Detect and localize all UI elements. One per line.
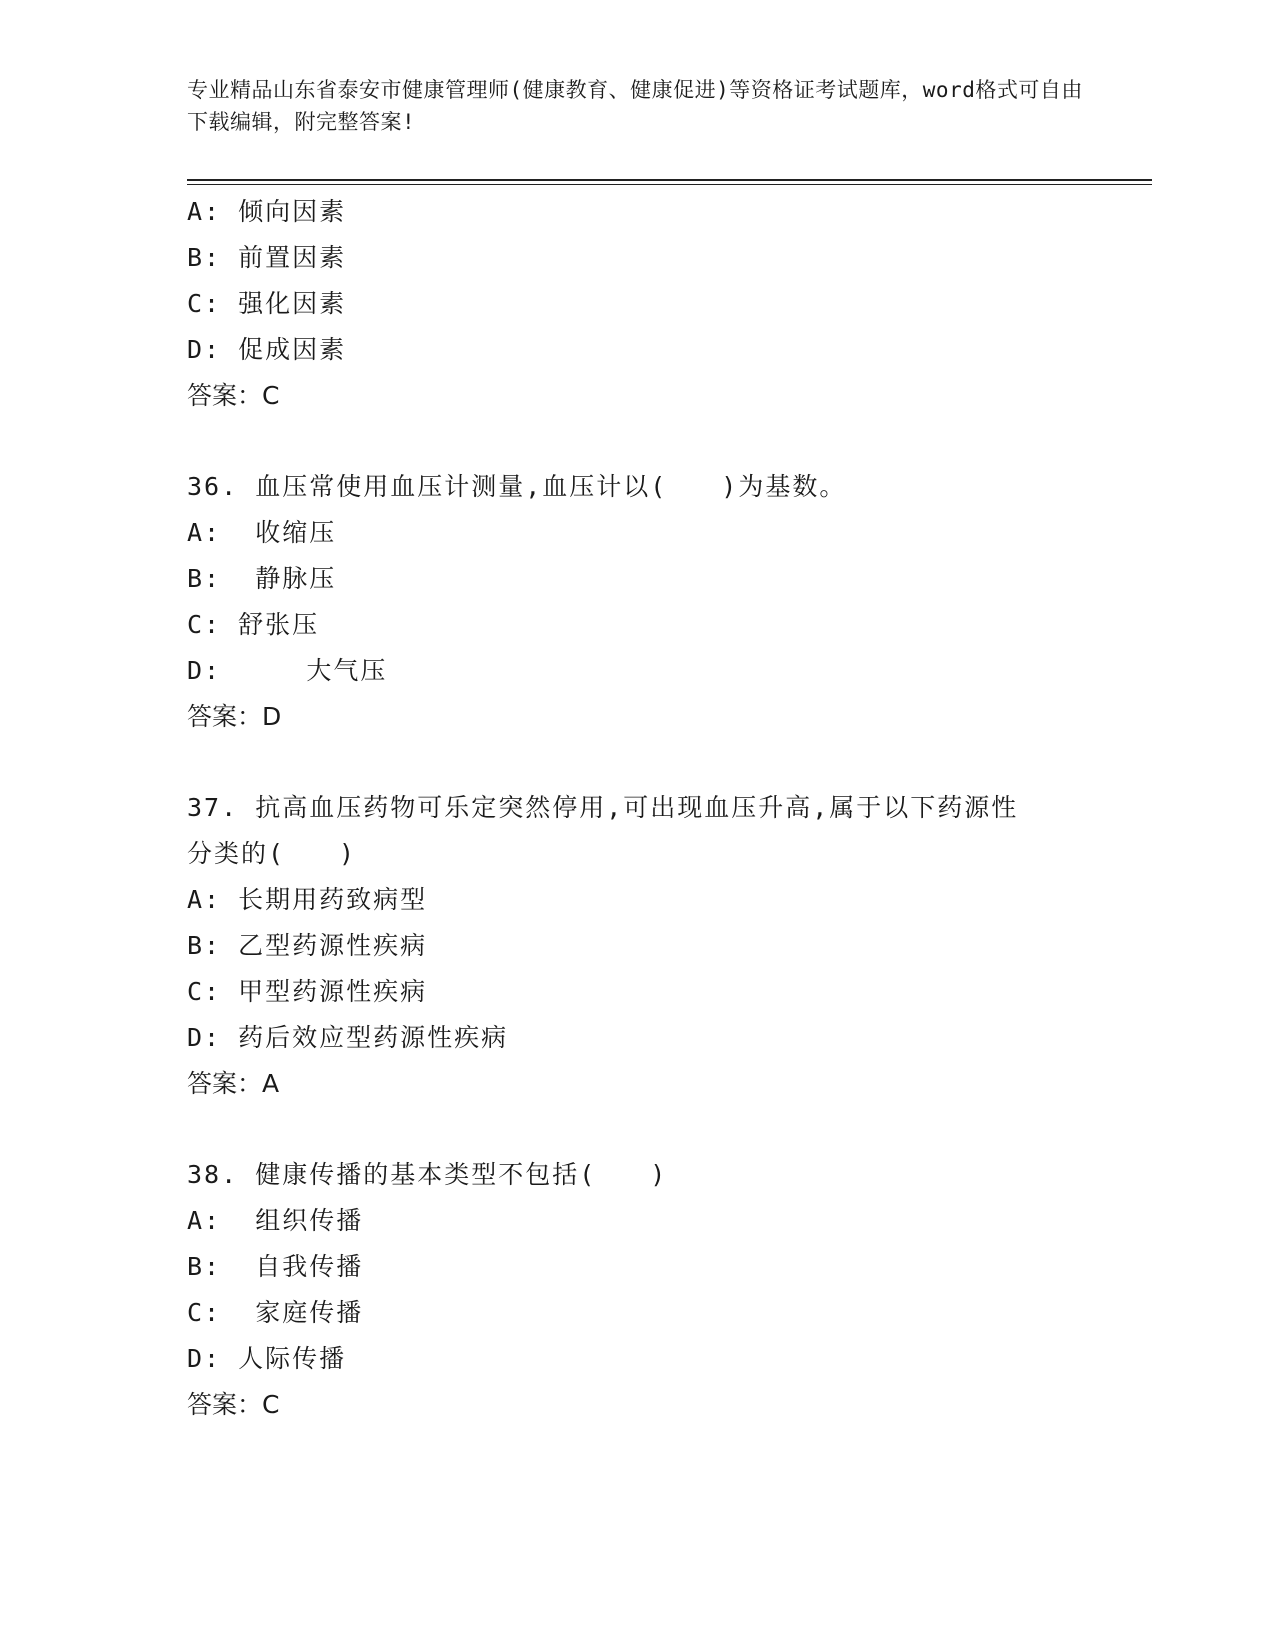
option-d: D: 药后效应型药源性疾病 bbox=[187, 1023, 509, 1052]
question-stem: 37. 抗高血压药物可乐定突然停用,可出现血压升高,属于以下药源性分类的( ) bbox=[187, 793, 1019, 868]
option-c: C: 家庭传播 bbox=[187, 1298, 364, 1327]
option-a: A: 长期用药致病型 bbox=[187, 885, 428, 914]
header-rule-thick bbox=[187, 179, 1152, 181]
answer-line: 答案：D bbox=[187, 702, 282, 731]
option-c: C: 舒张压 bbox=[187, 610, 320, 639]
option-b: B: 静脉压 bbox=[187, 564, 337, 593]
question-block-prev bbox=[187, 189, 1087, 419]
option-c: C: 强化因素 bbox=[187, 289, 347, 318]
answer-line: 答案：C bbox=[187, 381, 280, 410]
header-rule-thin bbox=[187, 184, 1152, 185]
question-block-38 bbox=[187, 1152, 1087, 1428]
option-a: A: 倾向因素 bbox=[187, 197, 347, 226]
question-stem: 36. 血压常使用血压计测量,血压计以( )为基数。 bbox=[187, 472, 847, 501]
spacer bbox=[187, 1107, 1087, 1152]
spacer bbox=[187, 740, 1087, 785]
option-d: D: 大气压 bbox=[187, 656, 388, 685]
answer-line: 答案：C bbox=[187, 1390, 280, 1419]
answer-line: 答案：A bbox=[187, 1069, 280, 1098]
spacer bbox=[187, 419, 1087, 464]
question-block-36 bbox=[187, 464, 1087, 740]
document-header: 专业精品山东省泰安市健康管理师(健康教育、健康促进)等资格证考试题库，word格式可自由下载编辑，附完整答案! bbox=[187, 78, 1083, 134]
option-b: B: 自我传播 bbox=[187, 1252, 364, 1281]
option-b: B: 前置因素 bbox=[187, 243, 347, 272]
option-b: B: 乙型药源性疾病 bbox=[187, 931, 428, 960]
option-d: D: 促成因素 bbox=[187, 335, 347, 364]
option-a: A: 组织传播 bbox=[187, 1206, 364, 1235]
question-stem: 38. 健康传播的基本类型不包括( ) bbox=[187, 1160, 668, 1189]
option-a: A: 收缩压 bbox=[187, 518, 337, 547]
document-body bbox=[187, 189, 1087, 1428]
question-block-37 bbox=[187, 785, 1087, 1107]
option-d: D: 人际传播 bbox=[187, 1344, 347, 1373]
option-c: C: 甲型药源性疾病 bbox=[187, 977, 428, 1006]
